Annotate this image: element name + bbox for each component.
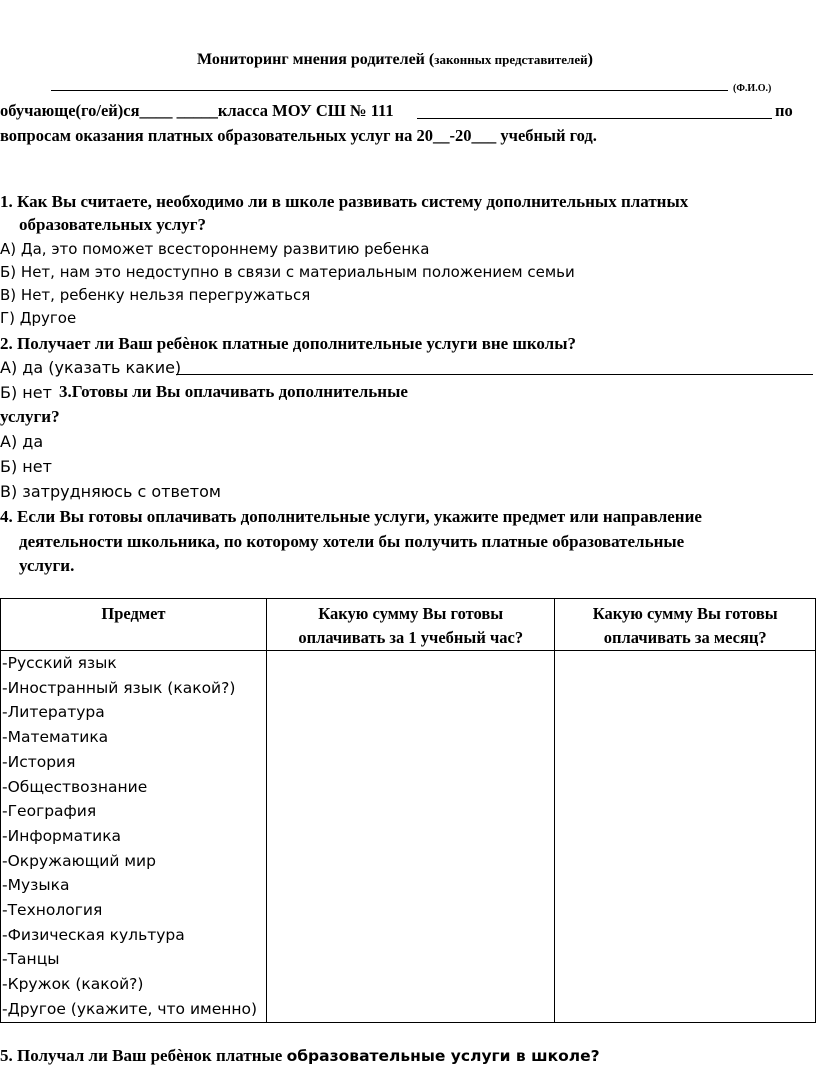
q3-option-a[interactable]: А) да <box>0 432 44 451</box>
q2-option-b[interactable]: Б) нет <box>0 383 52 402</box>
services-table <box>0 598 816 1023</box>
header-per-month-line1: Какую сумму Вы готовы <box>592 604 778 623</box>
q4-text-line1: 4. Если Вы готовы оплачивать дополнительные услуги, укажите предмет или направление <box>0 507 702 526</box>
q1-option-a[interactable]: А) Да, это поможет всестороннему развитию ребенка <box>0 240 430 258</box>
q3-option-b[interactable]: Б) нет <box>0 457 52 476</box>
table-header-row <box>1 599 816 651</box>
q2-option-a[interactable]: А) да (указать какие) <box>0 358 182 377</box>
header-per-hour-line1: Какую сумму Вы готовы <box>318 604 504 623</box>
subject-item: -Русский язык <box>2 654 117 672</box>
subject-item: -Технология <box>2 901 103 920</box>
q3-option-c[interactable]: В) затрудняюсь с ответом <box>0 482 221 501</box>
subject-item: -Математика <box>2 728 109 747</box>
page-title <box>197 51 593 69</box>
q4-text-line2: деятельности школьника, по которому хотели бы получить платные образовательные <box>19 532 685 551</box>
school-underline[interactable] <box>417 118 772 119</box>
subject-item: -Окружающий мир <box>2 851 156 870</box>
subject-item: -Информатика <box>2 826 122 845</box>
q1-option-c[interactable]: В) Нет, ребенку нельзя перегружаться <box>0 286 311 304</box>
per-month-answer-cell[interactable] <box>555 651 816 1023</box>
fio-label: (Ф.И.О.) <box>733 83 772 94</box>
header-subject <box>1 599 267 651</box>
q5-text-bold: 5. Получал ли Ваш ребѐнок платные <box>0 1046 287 1065</box>
title-close: ) <box>587 51 593 68</box>
subject-item: -Кружок (какой?) <box>2 975 144 994</box>
subject-item: -Иностранный язык (какой?) <box>2 678 236 697</box>
q2-which-underline[interactable] <box>176 374 813 375</box>
subject-item: -Танцы <box>2 950 60 969</box>
q1-option-d[interactable]: Г) Другое <box>0 309 77 327</box>
fio-underline[interactable] <box>51 90 728 91</box>
subject-item: -Литература <box>2 703 105 722</box>
header-per-month-line2: оплачивать за месяц? <box>603 628 767 647</box>
q4-text-line3: услуги. <box>19 556 75 575</box>
subject-item: -География <box>2 802 97 821</box>
subject-item: -Другое (укажите, что именно) <box>2 999 258 1018</box>
header-per-hour <box>266 599 554 651</box>
header-per-month <box>555 599 816 651</box>
table-body-row <box>1 651 816 1023</box>
purpose-line: вопросам оказания платных образовательных услуг на 20__-20___ учебный год. <box>0 126 597 145</box>
q1-text-line1: 1. Как Вы считаете, необходимо ли в школе развивать систему дополнительных платных <box>0 192 689 211</box>
subjects-cell <box>1 651 267 1023</box>
student-line-prefix: обучающе(го/ей)ся____ _____класса МОУ СШ № 111 <box>0 101 394 120</box>
q5-text <box>0 1046 600 1066</box>
title-sub: законных представителей <box>434 52 588 67</box>
q3-text-line2: услуги? <box>0 407 60 426</box>
title-main: Мониторинг мнения родителей ( <box>197 51 435 68</box>
q3-text-line1: 3.Готовы ли Вы оплачивать дополнительные <box>59 382 408 401</box>
q2-text: 2. Получает ли Ваш ребѐнок платные дополнительные услуги вне школы? <box>0 334 576 353</box>
q1-text-line2: образовательных услуг? <box>19 215 207 234</box>
header-subject-label: Предмет <box>101 604 166 623</box>
subject-item: -История <box>2 752 76 771</box>
subject-item: -Музыка <box>2 876 70 895</box>
q1-option-b[interactable]: Б) Нет, нам это недоступно в связи с материальным положением семьи <box>0 263 575 281</box>
q5-text-normal: образовательные услуги в школе? <box>286 1047 600 1065</box>
subject-item: -Физическая культура <box>2 925 185 944</box>
student-line-suffix: по <box>775 101 793 120</box>
header-per-hour-line2: оплачивать за 1 учебный час? <box>298 628 524 647</box>
subject-item: -Обществознание <box>2 777 148 796</box>
per-hour-answer-cell[interactable] <box>266 651 554 1023</box>
